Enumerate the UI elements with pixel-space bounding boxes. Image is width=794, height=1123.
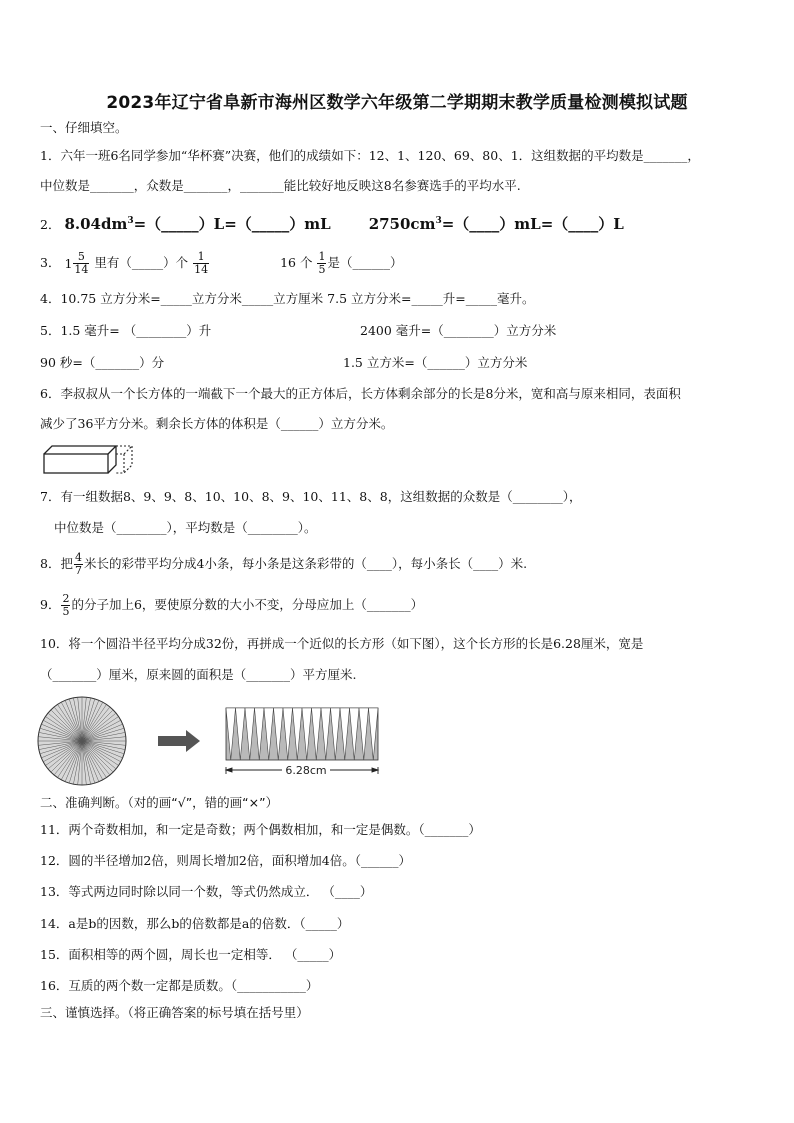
question-5-part-b: 2400 毫升=（________）立方分米 bbox=[360, 323, 557, 338]
question-14: 14．a是b的因数，那么b的倍数都是a的倍数．（_____） bbox=[40, 916, 350, 931]
fraction-4-7: $\frac{4}{7}$ bbox=[74, 551, 82, 577]
section-2-heading: 二、准确判断。（对的画“√”，错的画“×”） bbox=[40, 795, 279, 810]
question-8: 8．把 $\frac{4}{7}$ 米长的彩带平均分成4小条，每小条是这条彩带的（____），每小条长（____）米. bbox=[40, 551, 528, 577]
approximate-rectangle bbox=[226, 708, 378, 760]
question-4: 4．10.75 立方分米=_____立方分米_____立方厘米 7.5 立方分米=_____升=_____毫升。 bbox=[40, 291, 535, 306]
question-2-number: 2． bbox=[40, 217, 61, 232]
question-2-part-b: $2750cm^3=(\_\_\_\_)mL=(\_\_\_\_)L$ bbox=[368, 215, 624, 233]
question-6-line-1: 6．李叔叔从一个长方体的一端截下一个最大的正方体后，长方体剩余部分的长是8分米，宽和高与原来相同，表面积 bbox=[40, 386, 681, 401]
fraction-5-14: $\frac{5}{14}$ bbox=[74, 250, 89, 276]
dimension-label: 6.28cm bbox=[285, 764, 327, 777]
section-1-heading: 一、仔细填空。 bbox=[40, 120, 128, 135]
question-10-line-1: 10．将一个圆沿半径平均分成32份，再拼成一个近似的长方形（如下图），这个长方形的长是6.28厘米，宽是 bbox=[40, 636, 644, 651]
question-1-line-2: 中位数是_______，众数是_______，_______能比较好地反映这8名参赛选手的平均水平. bbox=[40, 178, 521, 193]
page-title: 2023年辽宁省阜新市海州区数学六年级第二学期期末教学质量检测模拟试题 bbox=[106, 93, 688, 113]
question-2-part-a: $8.04dm^3=(\_\_\_\_\_)L=(\_\_\_\_\_)mL$ bbox=[64, 215, 331, 233]
question-5-part-d: 1.5 立方米=（______）立方分米 bbox=[343, 355, 528, 370]
sectored-circle bbox=[38, 697, 126, 785]
question-5-part-a: 5．1.5 毫升= （________）升 bbox=[40, 323, 212, 338]
cuboid-figure bbox=[40, 440, 140, 480]
question-2 bbox=[40, 213, 624, 233]
fraction-2-5: $\frac{2}{5}$ bbox=[62, 592, 70, 618]
question-16: 16．互质的两个数一定都是质数。（___________） bbox=[40, 978, 319, 993]
question-9: 9． $\frac{2}{5}$ 的分子加上6，要使原分数的大小不变，分母应加上（_______） bbox=[40, 592, 424, 618]
question-11: 11．两个奇数相加，和一定是奇数；两个偶数相加，和一定是偶数。（_______） bbox=[40, 822, 481, 837]
question-7-line-2: 中位数是（________），平均数是（________）。 bbox=[54, 520, 317, 535]
arrow-icon bbox=[158, 730, 200, 752]
question-3: 3． 1 $\frac{5}{14}$ 里有（_____）个 $\frac{1}{14}$ 16 个 $\frac{1}{5}$ 是（______） bbox=[40, 250, 403, 276]
question-7-line-1: 7．有一组数据8、9、9、8、10、10、8、9、10、11、8、8，这组数据的众数是（________）， bbox=[40, 489, 582, 504]
question-1-line-1: 1．六年一班6名同学参加“华杯赛”决赛，他们的成绩如下：12、1、120、69、80、1．这组数据的平均数是_______， bbox=[40, 148, 700, 163]
question-10-line-2: （_______）厘米，原来圆的面积是（_______）平方厘米. bbox=[40, 667, 357, 682]
fraction-1-5: $\frac{1}{5}$ bbox=[318, 250, 326, 276]
circle-to-rectangle-figure bbox=[34, 694, 394, 792]
question-15: 15．面积相等的两个圆，周长也一定相等． （_____） bbox=[40, 947, 342, 962]
fraction-1-14: $\frac{1}{14}$ bbox=[194, 250, 209, 276]
question-5-part-c: 90 秒=（_______）分 bbox=[40, 355, 165, 370]
question-12: 12．圆的半径增加2倍，则周长增加2倍，面积增加4倍。（______） bbox=[40, 853, 412, 868]
question-6-line-2: 减少了36平方分米。剩余长方体的体积是（______）立方分米。 bbox=[40, 416, 394, 431]
section-3-heading: 三、谨慎选择。（将正确答案的标号填在括号里） bbox=[40, 1005, 309, 1020]
question-13: 13．等式两边同时除以同一个数，等式仍然成立． （____） bbox=[40, 884, 373, 899]
